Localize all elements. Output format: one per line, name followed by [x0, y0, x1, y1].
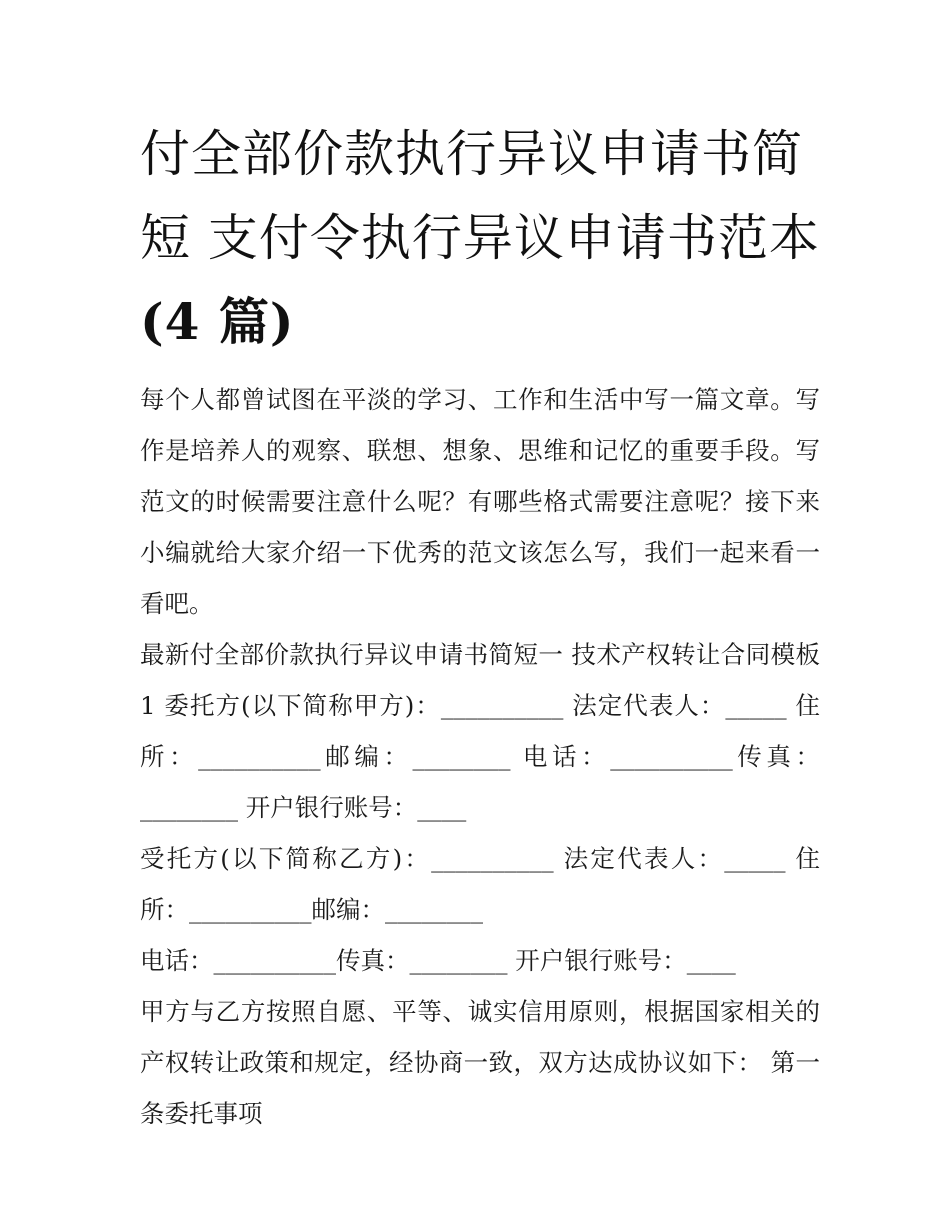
document-page [140, 112, 820, 1139]
title-line-1: 付全部价款执行异议申请书简 [140, 125, 803, 183]
party-b-contact-paragraph: 电话：__________传真：________ 开户银行账号：____ [140, 946, 736, 975]
document-body [140, 374, 820, 1139]
intro-paragraph: 每个人都曾试图在平淡的学习、工作和生活中写一篇文章。写作是培养人的观察、联想、想象、思维和记忆的重要手段。写范文的时候需要注意什么呢？有哪些格式需要注意呢？接下来小编就给大家介绍一下优秀的范文该怎么写，我们一起来看一看吧。 [140, 385, 820, 618]
party-b-paragraph: 受托方(以下简称乙方)：__________ 法定代表人：_____ 住所：__________邮编：________ [140, 844, 820, 924]
agreement-paragraph: 甲方与乙方按照自愿、平等、诚实信用原则，根据国家相关的产权转让政策和规定，经协商一致，双方达成协议如下： 第一条委托事项 [140, 997, 820, 1128]
title-line-3: (4 篇) [140, 292, 295, 351]
document-title [140, 112, 820, 364]
title-line-2: 短 支付令执行异议申请书范本 [140, 209, 820, 267]
section-heading-paragraph: 最新付全部价款执行异议申请书简短一 技术产权转让合同模板 1 委托方(以下简称甲方)：__________ 法定代表人：_____ 住所：__________邮编：________ 电话：__________传真：________ 开户银行账号：____ [140, 640, 820, 822]
